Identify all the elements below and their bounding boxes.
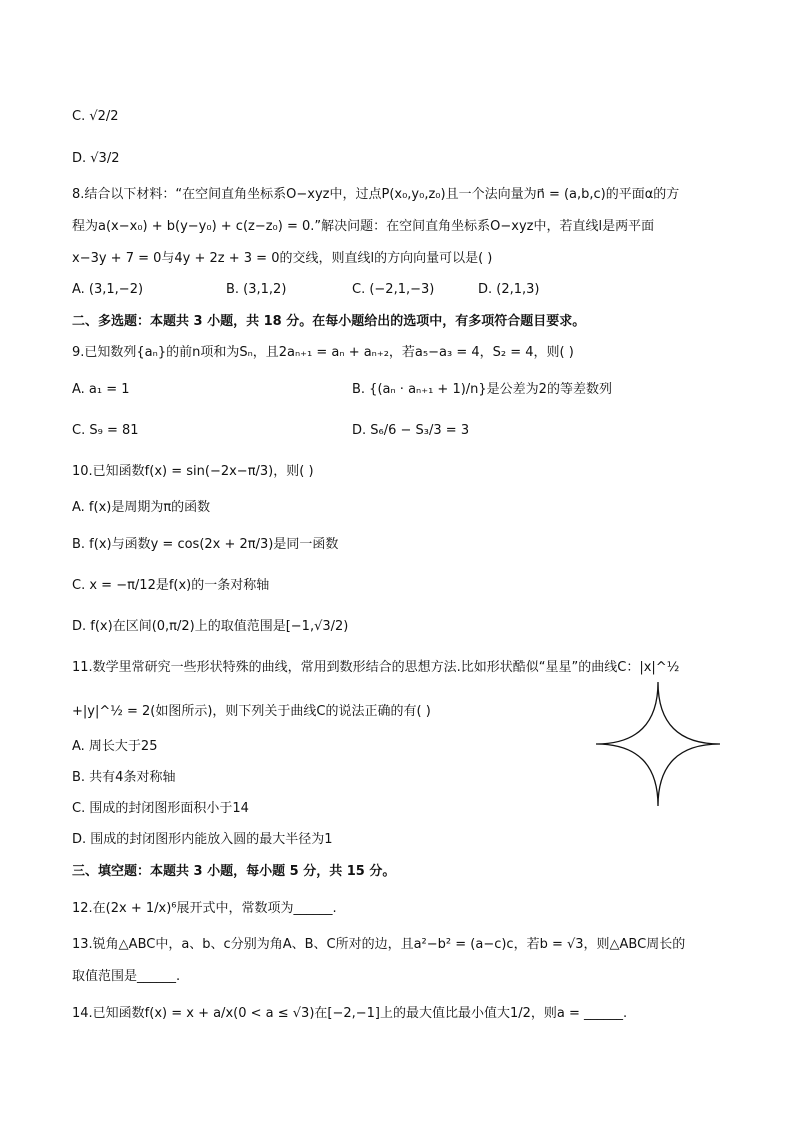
q9-option-a: A. a₁ = 1 [72,382,130,397]
q8-option-a: A. (3,1,−2) [72,282,144,297]
q8-stem-line3: x−3y + 7 = 0与4y + 2z + 3 = 0的交线，则直线l的方向向量可以是( ) [72,251,493,266]
q11-option-a: A. 周长大于25 [72,739,158,754]
q10-option-c: C. x = −π/12是f(x)的一条对称轴 [72,578,270,593]
q9-option-d: D. S₆/6 − S₃/3 = 3 [352,423,470,438]
q11-option-b: B. 共有4条对称轴 [72,770,176,785]
q8-stem-line1: 8.结合以下材料：“在空间直角坐标系O−xyz中，过点P(x₀,y₀,z₀)且一个法向量为n⃗ = (a,b,c)的平面α的方 [72,187,680,202]
q14-stem: 14.已知函数f(x) = x + a/x(0 < a ≤ √3)在[−2,−1]上的最大值比最小值大1/2，则a = ______. [72,1006,628,1021]
section-3-heading: 三、填空题：本题共 3 小题，每小题 5 分，共 15 分。 [72,864,396,879]
q9-option-b: B. {(aₙ · aₙ₊₁ + 1)/n}是公差为2的等差数列 [352,382,612,397]
q10-option-a: A. f(x)是周期为π的函数 [72,500,211,515]
q10-option-b: B. f(x)与函数y = cos(2x + 2π/3)是同一函数 [72,537,339,552]
q11-option-d: D. 围成的封闭图形内能放入圆的最大半径为1 [72,832,333,847]
q7-option-d: D. √3/2 [72,151,120,166]
q11-stem-line2: +|y|^½ = 2(如图所示)，则下列关于曲线C的说法正确的有( ) [72,704,431,719]
q10-stem: 10.已知函数f(x) = sin(−2x−π/3)，则( ) [72,464,314,479]
q13-stem-line2: 取值范围是______. [72,969,181,984]
q13-stem-line1: 13.锐角△ABC中，a、b、c分别为角A、B、C所对的边，且a²−b² = (a−c)c，若b = √3，则△ABC周长的 [72,937,686,952]
q8-stem-line2: 程为a(x−x₀) + b(y−y₀) + c(z−z₀) = 0.”解决问题：在空间直角坐标系O−xyz中，若直线l是两平面 [72,219,655,234]
q10-option-d: D. f(x)在区间(0,π/2)上的取值范围是[−1,√3/2) [72,619,349,634]
q12-stem: 12.在(2x + 1/x)⁶展开式中，常数项为______. [72,901,337,916]
astroid-star-figure [594,680,722,808]
q8-option-b: B. (3,1,2) [226,282,287,297]
q11-stem-line1: 11.数学里常研究一些形状特殊的曲线，常用到数形结合的思想方法.比如形状酷似“星星”的曲线C：|x|^½ [72,660,680,675]
q8-option-d: D. (2,1,3) [478,282,540,297]
section-2-heading: 二、多选题：本题共 3 小题，共 18 分。在每小题给出的选项中，有多项符合题目要求。 [72,314,586,329]
q11-option-c: C. 围成的封闭图形面积小于14 [72,801,249,816]
q9-option-c: C. S₉ = 81 [72,423,139,438]
q8-option-c: C. (−2,1,−3) [352,282,435,297]
q9-stem: 9.已知数列{aₙ}的前n项和为Sₙ，且2aₙ₊₁ = aₙ + aₙ₊₂，若a₅−a₃ = 4，S₂ = 4，则( ) [72,345,574,360]
q7-option-c: C. √2/2 [72,109,119,124]
